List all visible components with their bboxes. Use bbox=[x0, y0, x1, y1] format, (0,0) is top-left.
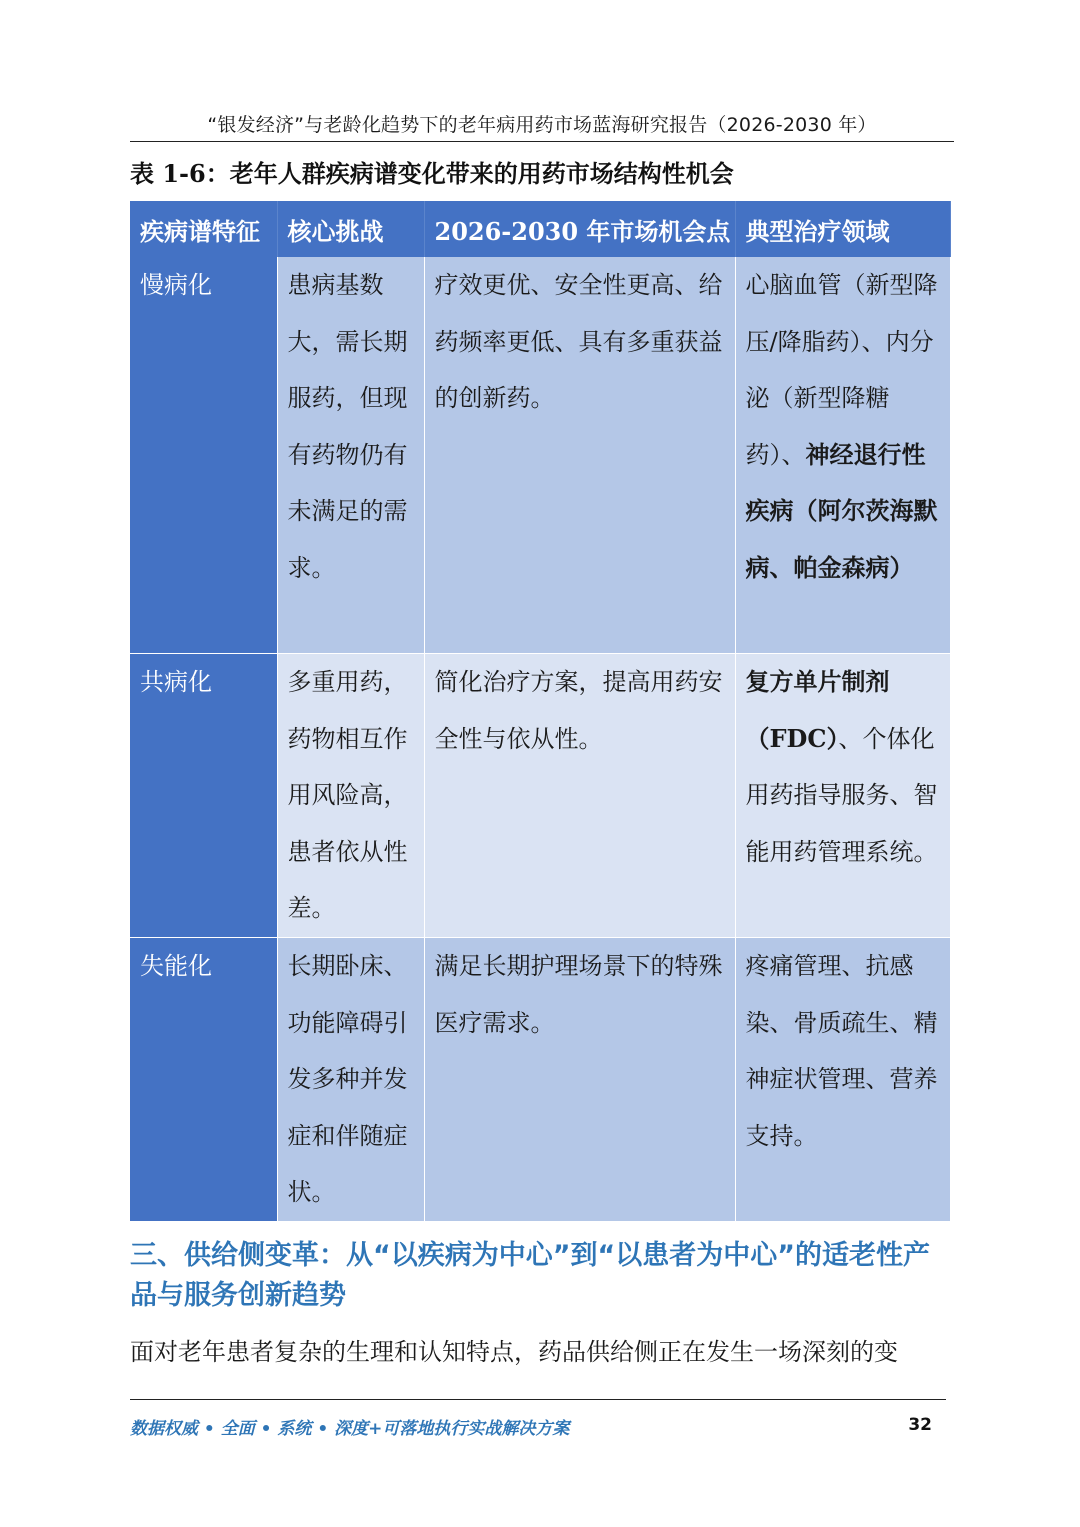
area-text: 疼痛管理、抗感染、骨质疏生、精神症状管理、营养支持。 bbox=[745, 952, 938, 1150]
row-opportunity: 满足长期护理场景下的特殊医疗需求。 bbox=[424, 938, 735, 1222]
running-header: “银发经济”与老龄化趋势下的老年病用药市场蓝海研究报告（2026-2030 年） bbox=[207, 114, 877, 136]
column-header-area: 典型治疗领域 bbox=[735, 201, 950, 257]
row-feature: 失能化 bbox=[130, 938, 277, 1222]
header-divider bbox=[130, 141, 954, 142]
disease-spectrum-table bbox=[130, 201, 951, 1222]
row-opportunity: 疗效更优、安全性更高、给药频率更低、具有多重获益的创新药。 bbox=[424, 257, 735, 654]
row-challenge: 多重用药，药物相互作用风险高，患者依从性差。 bbox=[277, 654, 424, 938]
area-emphasis: 复方单片制剂（FDC） bbox=[745, 667, 890, 753]
area-text: 心脑血管（新型降压/降脂药）、内分泌（新型降糖药）、 bbox=[745, 271, 938, 469]
column-header-opportunity: 2026-2030 年市场机会点 bbox=[424, 201, 735, 257]
table-row bbox=[130, 938, 950, 1222]
footer-divider bbox=[130, 1399, 946, 1400]
row-feature: 慢病化 bbox=[130, 257, 277, 654]
row-challenge: 长期卧床、功能障碍引发多种并发症和伴随症状。 bbox=[277, 938, 424, 1222]
table-header-row bbox=[130, 201, 950, 257]
row-area bbox=[735, 938, 950, 1222]
row-area bbox=[735, 257, 950, 654]
column-header-challenge: 核心挑战 bbox=[277, 201, 424, 257]
footer-slogan: 数据权威 • 全面 • 系统 • 深度+可落地执行实战解决方案 bbox=[130, 1419, 570, 1439]
row-challenge: 患病基数大，需长期服药，但现有药物仍有未满足的需求。 bbox=[277, 257, 424, 654]
table-row bbox=[130, 654, 950, 938]
table-row bbox=[130, 257, 950, 654]
row-area bbox=[735, 654, 950, 938]
row-opportunity: 简化治疗方案，提高用药安全性与依从性。 bbox=[424, 654, 735, 938]
body-paragraph: 面对老年患者复杂的生理和认知特点，药品供给侧正在发生一场深刻的变 bbox=[130, 1338, 898, 1366]
column-header-feature: 疾病谱特征 bbox=[130, 201, 277, 257]
section-heading: 三、供给侧变革：从“以疾病为中心”到“以患者为中心”的适老性产品与服务创新趋势 bbox=[130, 1240, 930, 1311]
area-text: 、个体化用药指导服务、智能用药管理系统。 bbox=[745, 724, 938, 866]
table-caption: 表 1-6：老年人群疾病谱变化带来的用药市场结构性机会 bbox=[130, 159, 734, 188]
row-feature: 共病化 bbox=[130, 654, 277, 938]
area-emphasis: 神经退行性疾病（阿尔茨海默病、帕金森病） bbox=[745, 439, 938, 582]
page-number: 32 bbox=[908, 1415, 932, 1435]
